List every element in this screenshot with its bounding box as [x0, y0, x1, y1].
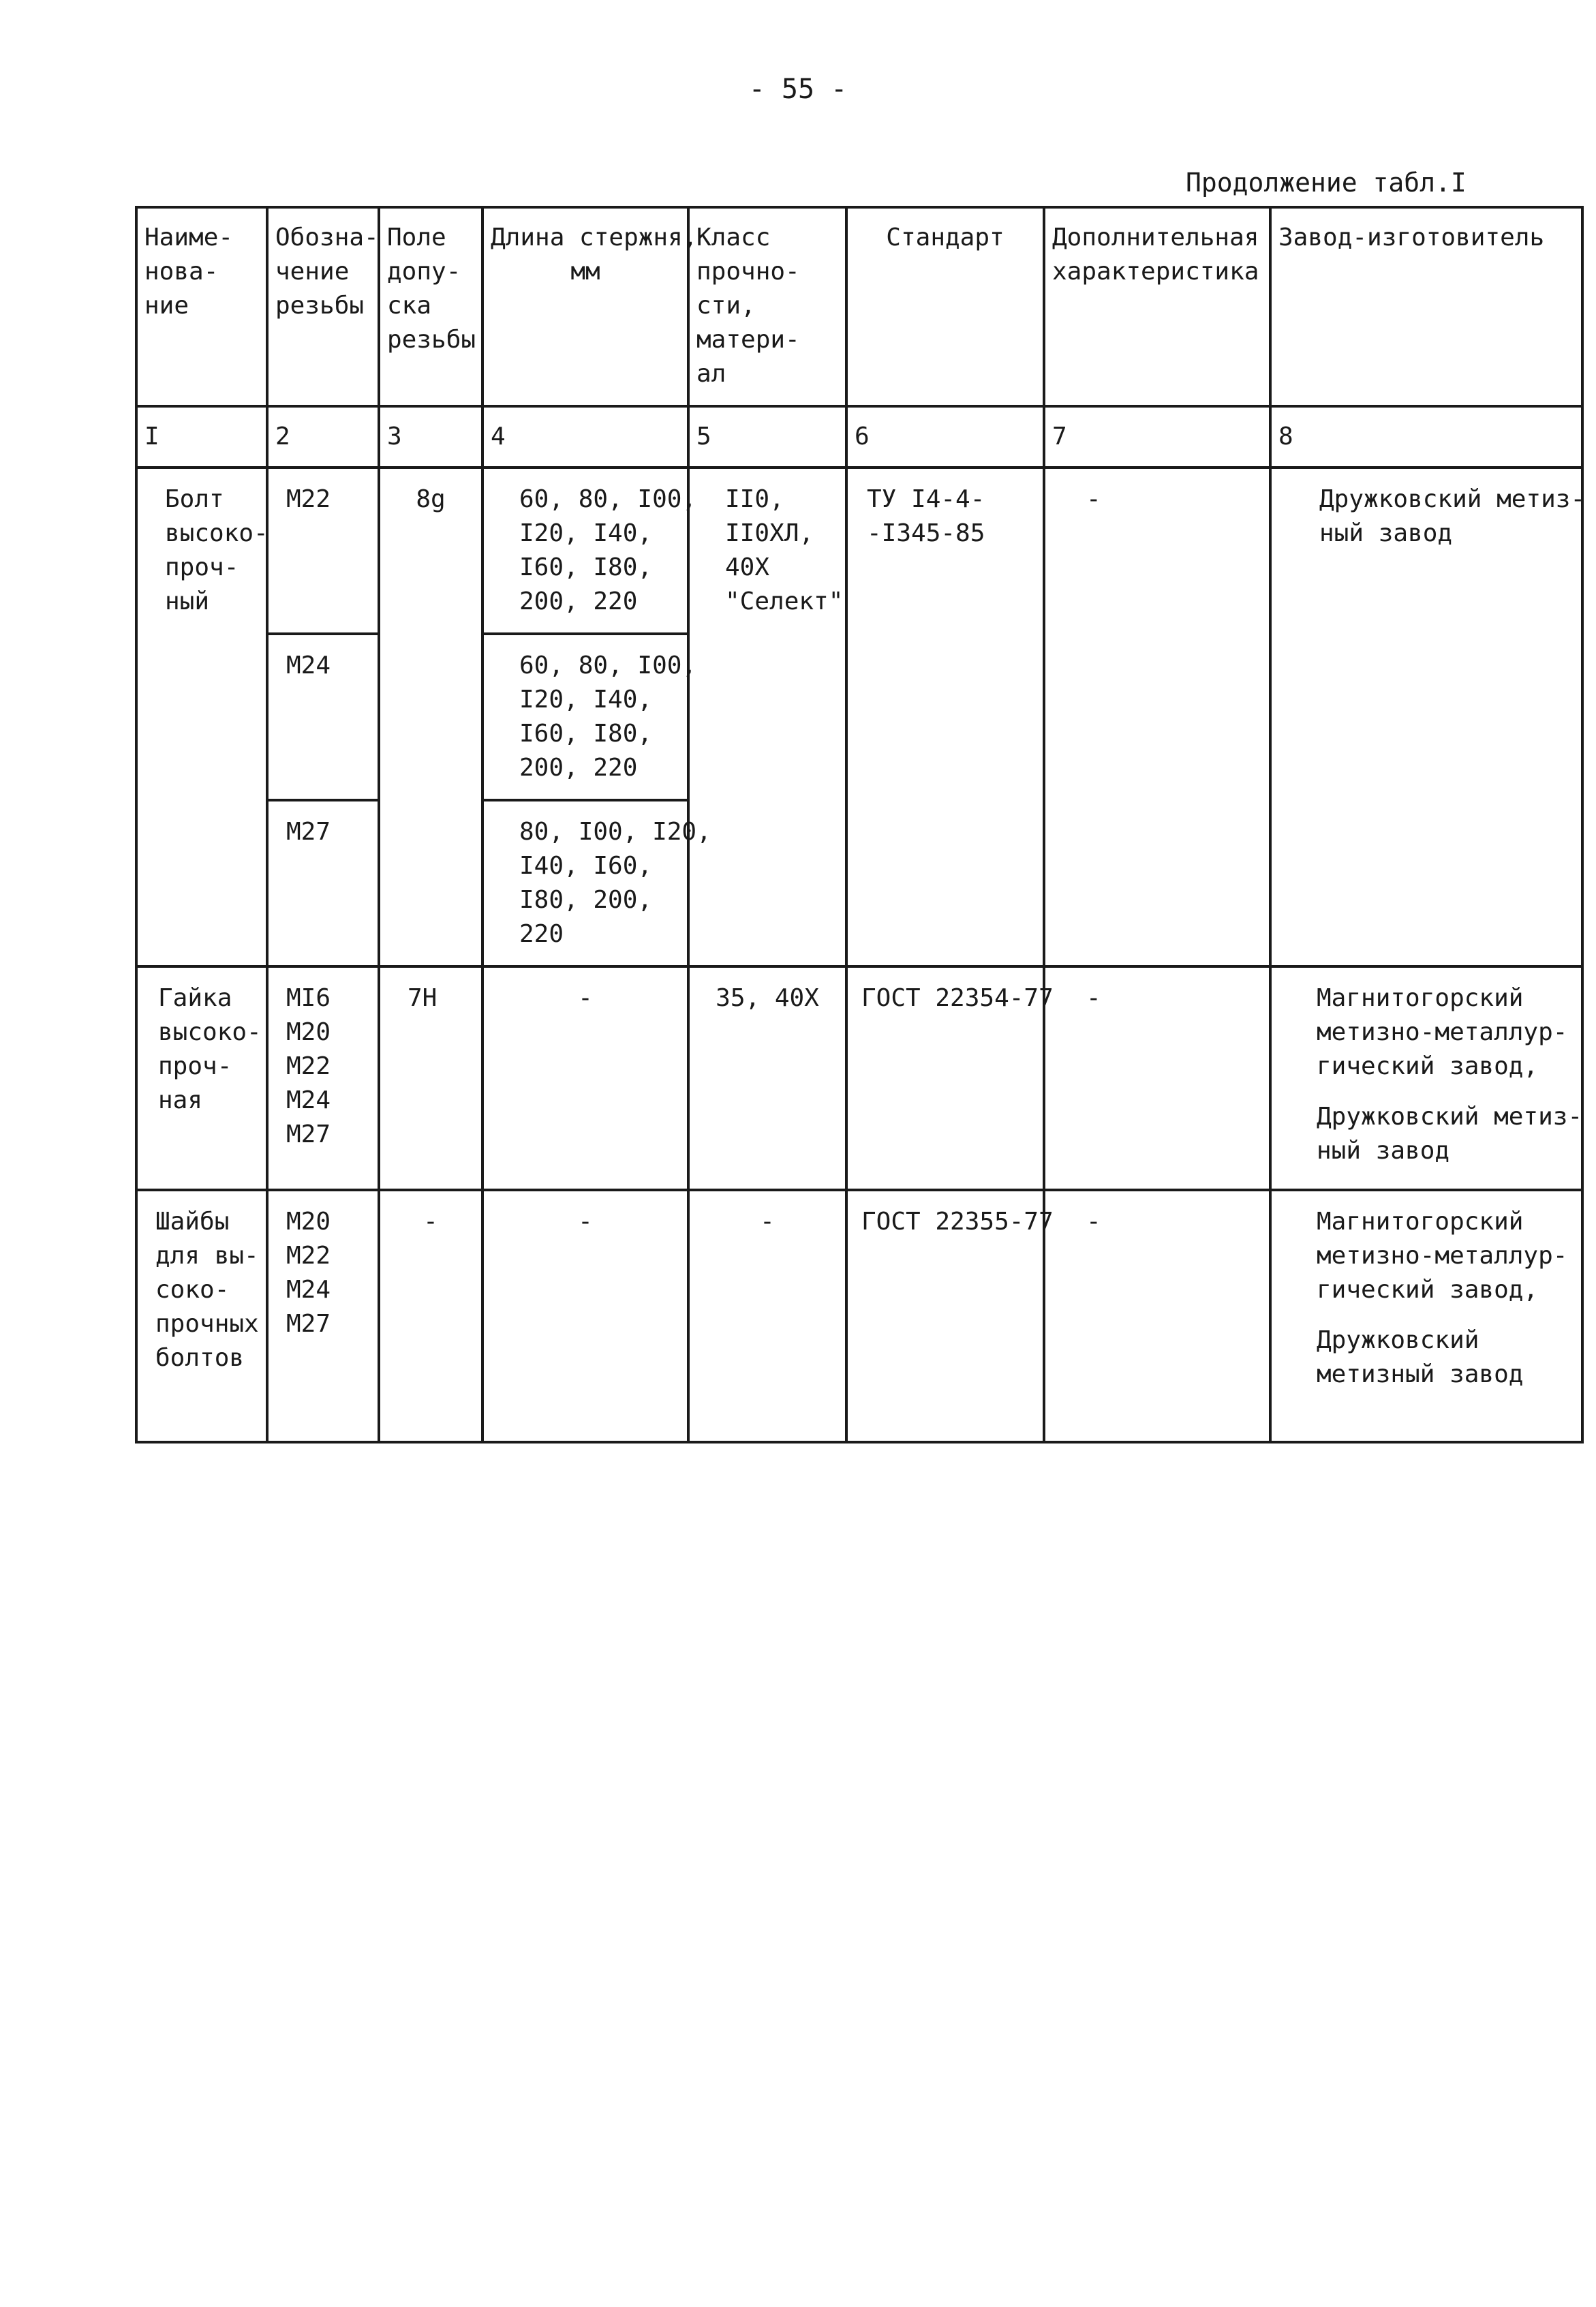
- rod-length: -: [482, 966, 688, 1190]
- standard: [846, 1190, 1054, 1442]
- text-line: I60, I80,: [519, 553, 653, 581]
- text-line: Дополнительная: [1052, 224, 1259, 251]
- text-line: M22: [286, 1052, 331, 1080]
- extra-characteristic: -: [1044, 1190, 1270, 1442]
- header-manufacturer: [1270, 207, 1582, 406]
- header-extra-characteristic: [1044, 207, 1270, 406]
- text-line: -: [760, 1208, 775, 1236]
- text-line: метизно-металлур-: [1317, 1242, 1568, 1270]
- text-line: 200, 220: [519, 587, 638, 615]
- text-line: чение: [275, 258, 350, 286]
- standard: [846, 966, 1054, 1190]
- manufacturer: [1270, 1190, 1582, 1442]
- text-line: I20, I40,: [519, 519, 653, 547]
- text-line: 40Х: [725, 553, 770, 581]
- header-strength-class: [688, 207, 846, 406]
- text-line: I80, 200,: [519, 886, 653, 914]
- text-line: "Селект": [725, 587, 844, 615]
- thread-designation: M24: [267, 634, 379, 800]
- text-line: M20: [286, 1018, 331, 1046]
- text-line: Длина стержня,: [491, 224, 698, 251]
- text-line: 220: [519, 920, 564, 948]
- text-line: ние: [144, 292, 189, 320]
- text-line: Магнитогорский: [1317, 1208, 1524, 1236]
- text-line: M27: [286, 1310, 331, 1338]
- text-line: ТУ I4-4-: [867, 485, 985, 513]
- text-line: II0ХЛ,: [725, 519, 814, 547]
- text-line: 60, 80, I00,: [519, 652, 697, 679]
- text-line: Обозна-: [275, 224, 379, 251]
- text-line: M24: [286, 1276, 331, 1304]
- column-number-row: [136, 406, 1582, 468]
- text-line: 35, 40Х: [716, 984, 819, 1012]
- text-line: гический завод,: [1317, 1052, 1539, 1080]
- text-line: проч-: [158, 1052, 232, 1080]
- text-line: для вы-: [155, 1242, 259, 1270]
- table-continuation-label: Продолжение табл.I: [1186, 168, 1467, 198]
- thread-designation: [267, 1190, 379, 1442]
- manufacturer: [1270, 468, 1586, 966]
- rod-length: [482, 634, 697, 800]
- thread-tolerance: -: [379, 1190, 482, 1442]
- text-line: нова-: [144, 258, 219, 286]
- text-line: M20: [286, 1208, 331, 1236]
- text-line: резьбы: [387, 326, 476, 354]
- header-name: [136, 207, 267, 406]
- table-row: [136, 1190, 1582, 1442]
- text-line: высоко-: [165, 519, 268, 547]
- column-number: 7: [1044, 406, 1270, 468]
- text-line: -I345-85: [867, 519, 985, 547]
- text-line: Дружковский: [1317, 1326, 1479, 1354]
- text-line: ГОСТ 22355-77: [861, 1208, 1054, 1236]
- column-number: 2: [267, 406, 379, 468]
- text-line: ная: [158, 1086, 203, 1114]
- rod-length: [482, 800, 711, 966]
- text-line: Шайбы: [155, 1208, 230, 1236]
- text-line: Дружковский метиз-: [1319, 485, 1586, 513]
- text-line: допу-: [387, 258, 461, 286]
- text-line: резьбы: [275, 292, 365, 320]
- column-number: 4: [482, 406, 688, 468]
- text-line: ный завод: [1317, 1137, 1450, 1165]
- text-line: I60, I80,: [519, 720, 653, 748]
- text-line: Стандарт: [886, 224, 1004, 251]
- header-length: [482, 207, 698, 406]
- text-line: 200, 220: [519, 754, 638, 782]
- strength-class: [688, 1190, 846, 1442]
- text-line: MI6: [286, 984, 331, 1012]
- manufacturer: [1270, 966, 1582, 1190]
- table-row: [136, 966, 1582, 1190]
- text-line: мм: [570, 258, 600, 286]
- text-line: Поле: [387, 224, 446, 251]
- thread-tolerance: 8g: [379, 468, 482, 966]
- text-line: метизно-металлур-: [1317, 1018, 1568, 1046]
- table-row: [136, 468, 1582, 634]
- header-standard: [846, 207, 1044, 406]
- text-line: Гайка: [158, 984, 232, 1012]
- text-line: гический завод,: [1317, 1276, 1539, 1304]
- header-thread: [267, 207, 379, 406]
- text-line: ный: [165, 587, 210, 615]
- item-name: [136, 1190, 267, 1442]
- thread-designation: M22: [267, 468, 379, 634]
- text-line: высоко-: [158, 1018, 262, 1046]
- text-line: проч-: [165, 553, 239, 581]
- item-name: [136, 966, 267, 1190]
- text-line: 80, I00, I20,: [519, 818, 711, 846]
- fasteners-table: [135, 206, 1584, 1443]
- page-number: - 55 -: [748, 74, 848, 105]
- strength-class: [688, 966, 846, 1190]
- thread-designation: M27: [267, 800, 379, 966]
- column-number: 6: [846, 406, 1044, 468]
- text-line: Завод-изготовитель: [1278, 224, 1545, 251]
- text-line: ный завод: [1319, 519, 1453, 547]
- rod-length: -: [482, 1190, 688, 1442]
- text-line: M27: [286, 1120, 331, 1148]
- text-line: Класс: [696, 224, 771, 251]
- text-line: соко-: [155, 1276, 230, 1304]
- text-line: Дружковский метиз-: [1317, 1103, 1583, 1131]
- thread-tolerance: 7H: [379, 966, 482, 1190]
- rod-length: [482, 468, 697, 634]
- text-line: 60, 80, I00,: [519, 485, 697, 513]
- strength-class: [688, 468, 846, 966]
- extra-characteristic: -: [1044, 966, 1270, 1190]
- column-number: 3: [379, 406, 482, 468]
- text-line: M24: [286, 1086, 331, 1114]
- header-tolerance: [379, 207, 482, 406]
- column-number: I: [136, 406, 267, 468]
- text-line: Магнитогорский: [1317, 984, 1524, 1012]
- text-line: II0,: [725, 485, 784, 513]
- header-row: [136, 207, 1582, 406]
- text-line: метизный завод: [1317, 1360, 1524, 1388]
- text-line: Болт: [165, 485, 224, 513]
- text-line: Наиме-: [144, 224, 234, 251]
- text-line: I40, I60,: [519, 852, 653, 880]
- standard: [846, 468, 1044, 966]
- text-line: I20, I40,: [519, 686, 653, 714]
- column-number: 5: [688, 406, 846, 468]
- item-name: [136, 468, 267, 966]
- text-line: характеристика: [1052, 258, 1259, 286]
- text-line: ГОСТ 22354-77: [861, 984, 1054, 1012]
- text-line: ал: [696, 360, 726, 388]
- thread-designation: [267, 966, 379, 1190]
- text-line: прочно-: [696, 258, 800, 286]
- text-line: ска: [387, 292, 432, 320]
- text-line: болтов: [155, 1344, 245, 1372]
- extra-characteristic: -: [1044, 468, 1270, 966]
- text-line: M22: [286, 1242, 331, 1270]
- text-line: сти,: [696, 292, 756, 320]
- column-number: 8: [1270, 406, 1582, 468]
- text-line: прочных: [155, 1310, 259, 1338]
- text-line: матери-: [696, 326, 800, 354]
